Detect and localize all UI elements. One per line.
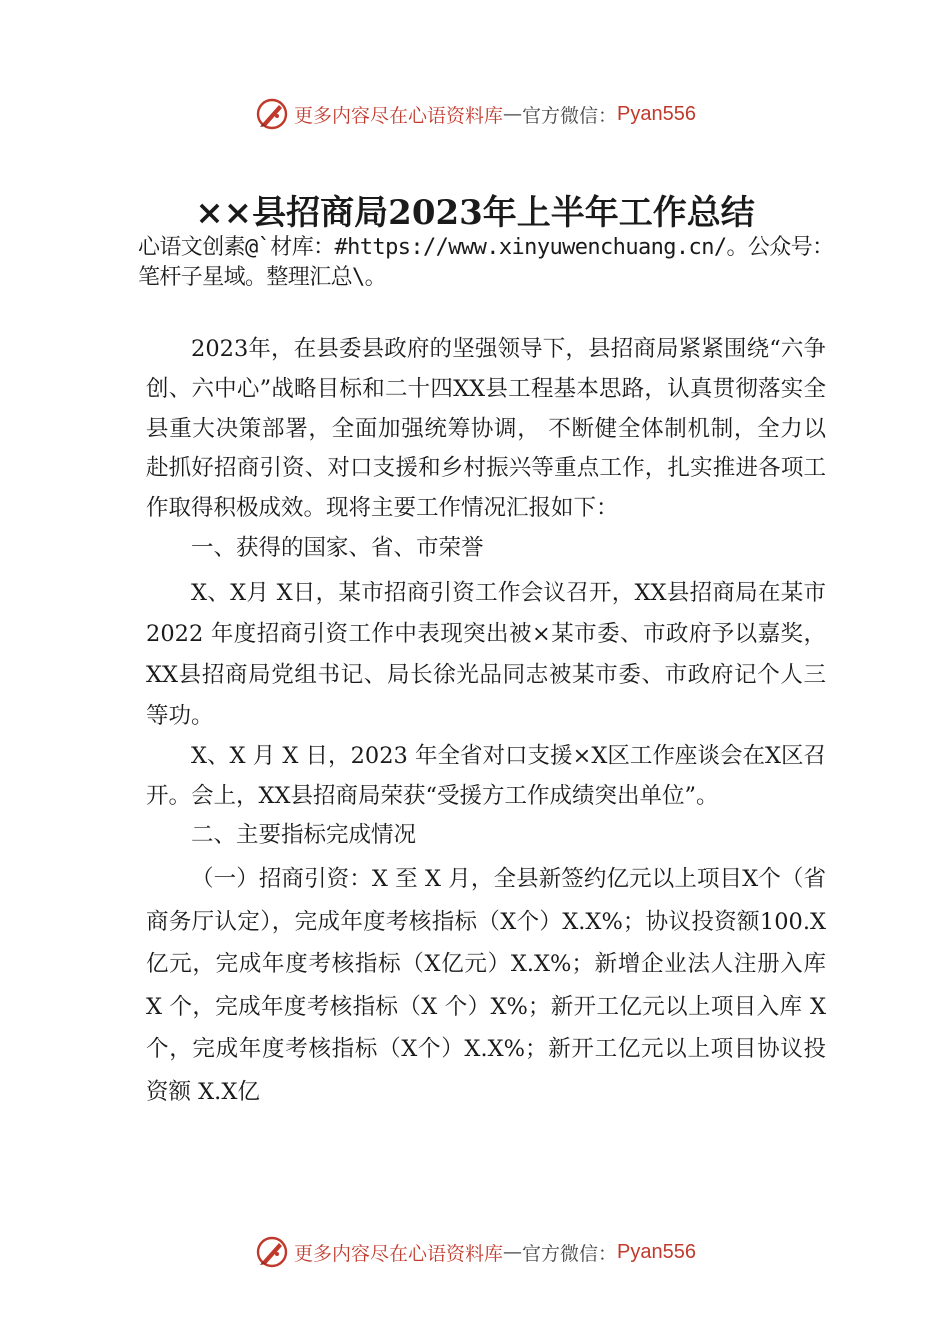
pen-logo-icon [254,1234,290,1270]
heading-indicators: 二、主要指标完成情况 [191,822,417,849]
banner-wechat-id: Pyan556 [617,1240,696,1263]
banner-slogan: 更多内容尽在心语资料库 [294,104,504,127]
document-title: ××县招商局2023年上半年工作总结 [195,193,755,233]
watermark-banner-bottom [0,1232,950,1272]
pen-logo-icon [254,96,290,132]
paragraph-honor-2: X、X 月 X 日，2023 年全省对口支援×X区工作座谈会在X区召开。会上，XX县招商局荣获“受援方工作成绩突出单位”。 [146,742,826,809]
paragraph-investment: （一）招商引资：X 至 X 月，全县新签约亿元以上项目X个（省商务厅认定），完成年度考核指标（X个）X.X%；协议投资额100.X亿元，完成年度考核指标（X亿元）X.X%；新增企业法人注册入库 X 个，完成年度考核指标（X 个）X%；新开工亿元以上项目入库 X 个，完成年度考核指标（X个）X.X%；新开工亿元以上项目协议投资额 X.X亿 [146,866,826,1105]
paragraph-honor-1: X、X月 X日，某市招商引资工作会议召开，XX县招商局在某市 2022 年度招商引资工作中表现突出被×某市委、市政府予以嘉奖，XX县招商局党组书记、局长徐光品同志被某市委、市政府记个人三等功。 [146,579,826,729]
source-note: 心语文创素@`材库：#https://www.xinyuwenchuang.cn/。公众号：笔杆子星域。整理汇总\。 [138,235,834,290]
banner-wechat-label: 官方微信： [522,1242,618,1265]
heading-honors: 一、获得的国家、省、市荣誉 [191,534,484,561]
paragraph-intro: 2023年，在县委县政府的坚强领导下，县招商局紧紧围绕“六争创、六中心”战略目标和二十四XX县工程基本思路，认真贯彻落实全县重大决策部署，全面加强统筹协调， 不断健全体制机制，全力以赴抓好招商引资、对口支援和乡村振兴等重点工作，扎实推进各项工作取得积极成效。现将主要工作情况汇报如下： [146,336,826,522]
banner-dash: — [503,103,523,125]
banner-dash: — [503,1241,523,1263]
watermark-banner-top [0,94,950,134]
document-body [146,330,826,1113]
banner-slogan: 更多内容尽在心语资料库 [294,1242,504,1265]
banner-wechat-id: Pyan556 [617,102,696,125]
banner-wechat-label: 官方微信： [522,104,618,127]
